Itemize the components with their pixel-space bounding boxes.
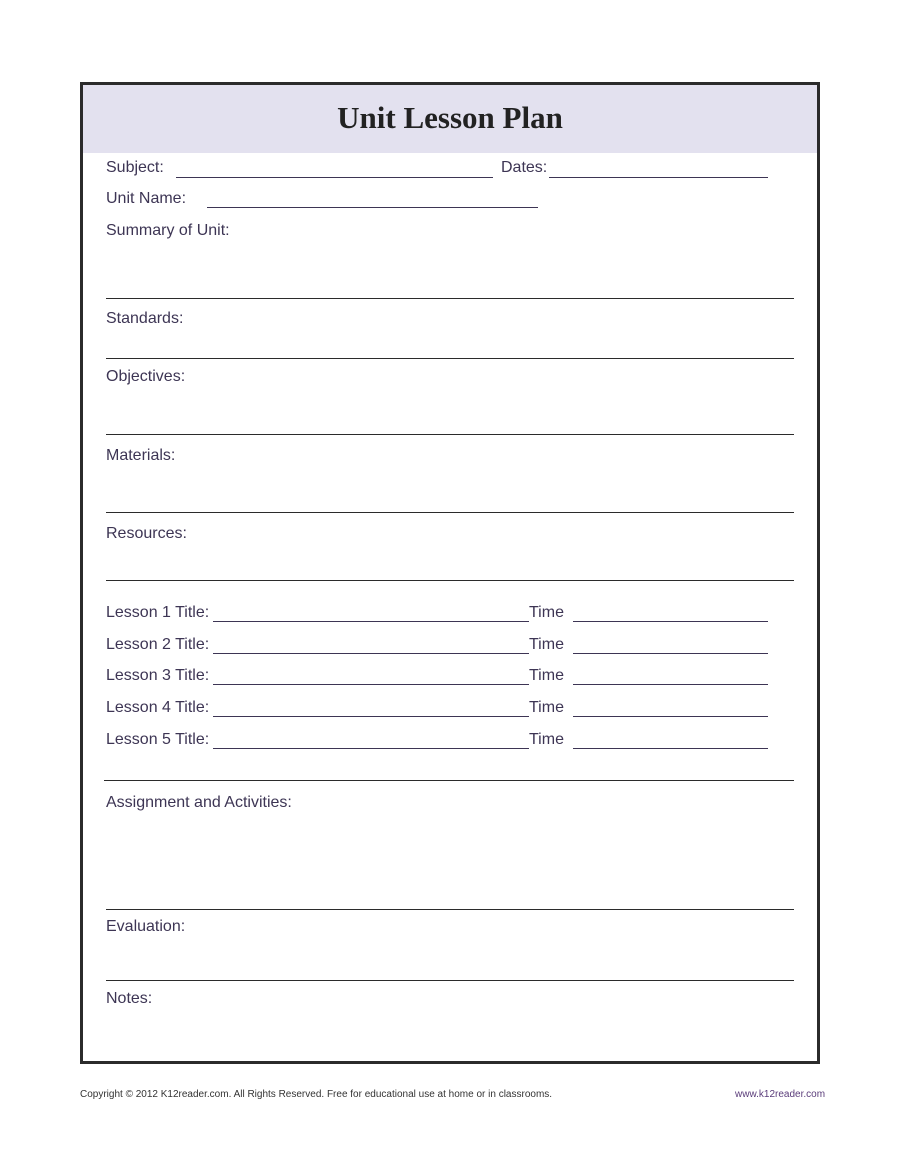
assignment-field[interactable] [106, 909, 794, 910]
lesson-4-time-label: Time [529, 699, 564, 716]
lesson-5-time-label: Time [529, 731, 564, 748]
resources-field[interactable] [106, 580, 794, 581]
copyright-text: Copyright © 2012 K12reader.com. All Rights Reserved. Free for educational use at home or in classrooms. [80, 1089, 553, 1100]
lesson-5-title-field[interactable] [213, 748, 529, 749]
lesson-plan-form [80, 82, 820, 1064]
lesson-2-label: Lesson 2 Title: [106, 636, 210, 653]
lesson-3-time-field[interactable] [573, 684, 768, 685]
evaluation-label: Evaluation: [106, 918, 186, 935]
lesson-1-title-field[interactable] [213, 621, 529, 622]
materials-label: Materials: [106, 447, 176, 464]
unit-name-field[interactable] [207, 207, 538, 208]
unit-name-label: Unit Name: [106, 190, 187, 207]
dates-field[interactable] [549, 177, 768, 178]
lesson-2-time-label: Time [529, 636, 564, 653]
notes-field[interactable] [106, 1010, 794, 1050]
section-divider [104, 780, 794, 781]
subject-field[interactable] [176, 177, 493, 178]
standards-field[interactable] [106, 358, 794, 359]
lesson-1-label: Lesson 1 Title: [106, 604, 210, 621]
dates-label: Dates: [501, 159, 548, 176]
lesson-3-title-field[interactable] [213, 684, 529, 685]
lesson-1-time-field[interactable] [573, 621, 768, 622]
lesson-2-time-field[interactable] [573, 653, 768, 654]
lesson-4-time-field[interactable] [573, 716, 768, 717]
lesson-3-label: Lesson 3 Title: [106, 667, 210, 684]
lesson-4-label: Lesson 4 Title: [106, 699, 210, 716]
summary-field[interactable] [106, 298, 794, 299]
summary-label: Summary of Unit: [106, 222, 230, 239]
objectives-label: Objectives: [106, 368, 186, 385]
lesson-3-time-label: Time [529, 667, 564, 684]
lesson-5-label: Lesson 5 Title: [106, 731, 210, 748]
notes-label: Notes: [106, 990, 153, 1007]
page-title: Unit Lesson Plan [337, 100, 563, 135]
materials-field[interactable] [106, 512, 794, 513]
website-link[interactable]: www.k12reader.com [735, 1089, 826, 1100]
lesson-5-time-field[interactable] [573, 748, 768, 749]
lesson-2-title-field[interactable] [213, 653, 529, 654]
assignment-label: Assignment and Activities: [106, 794, 292, 811]
objectives-field[interactable] [106, 434, 794, 435]
lesson-4-title-field[interactable] [213, 716, 529, 717]
evaluation-field[interactable] [106, 980, 794, 981]
lesson-1-time-label: Time [529, 604, 564, 621]
title-bar [83, 85, 817, 153]
subject-label: Subject: [106, 159, 164, 176]
standards-label: Standards: [106, 310, 184, 327]
resources-label: Resources: [106, 525, 187, 542]
